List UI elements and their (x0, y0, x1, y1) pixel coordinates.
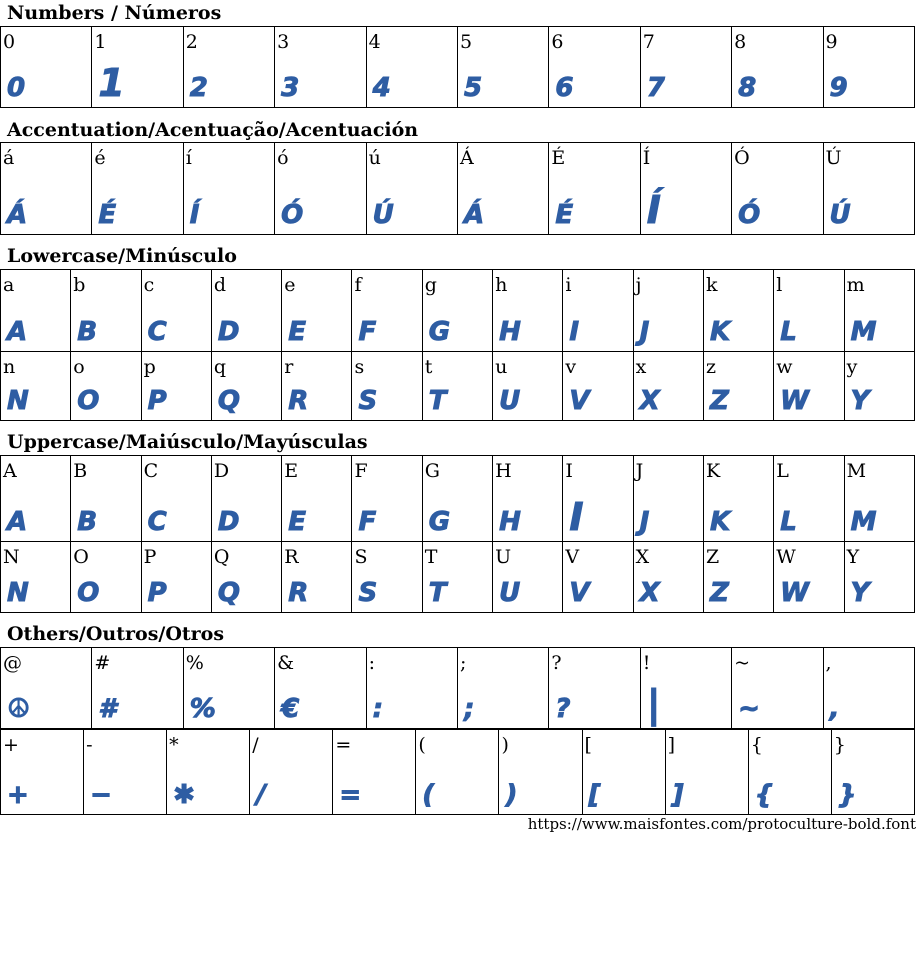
lowercase-cell (422, 270, 492, 352)
uppercase-glyph-sample: M (850, 507, 878, 537)
lowercase-char-label: s (354, 356, 365, 378)
accents-glyph-sample: Í (189, 200, 201, 230)
lowercase-char-label: d (213, 274, 227, 296)
numbers-cell (1, 27, 92, 108)
accents-char-label: Á (459, 147, 474, 169)
lowercase-char-label: t (424, 356, 433, 378)
uppercase-cell (422, 542, 492, 613)
accents-cell (732, 143, 823, 235)
lowercase-glyph-sample: B (77, 317, 99, 347)
numbers-grid (0, 26, 915, 108)
uppercase-cell (563, 456, 633, 542)
lowercase-cell (844, 270, 914, 352)
others-glyph-sample: / (256, 780, 267, 810)
lowercase-char-label: w (776, 356, 793, 378)
accents-char-label: á (3, 147, 15, 169)
uppercase-cell (493, 542, 563, 613)
uppercase-glyph-sample: T (428, 578, 448, 608)
lowercase-char-label: y (846, 356, 858, 378)
uppercase-glyph-sample: V (569, 578, 591, 608)
others-cell (499, 730, 582, 815)
others-cell (831, 730, 914, 815)
accents-cell (640, 143, 731, 235)
others-cell (549, 648, 640, 729)
uppercase-glyph-sample: W (780, 578, 810, 608)
others-cell (167, 730, 250, 815)
lowercase-char-label: b (73, 274, 86, 296)
numbers-glyph-sample: 7 (646, 73, 666, 103)
others-cell (183, 648, 274, 729)
accents-glyph-sample: Ú (372, 200, 395, 230)
uppercase-glyph-sample: D (217, 507, 241, 537)
others-cell (84, 730, 167, 815)
others-char-label: ? (551, 652, 562, 674)
lowercase-char-label: c (143, 274, 155, 296)
numbers-cell (92, 27, 183, 108)
uppercase-cell (774, 542, 844, 613)
others-cell (732, 648, 823, 729)
uppercase-char-label: D (213, 460, 230, 482)
uppercase-glyph-sample: Z (709, 578, 730, 608)
uppercase-char-label: E (284, 460, 299, 482)
others-char-label: ) (501, 734, 509, 756)
numbers-char-label: 2 (185, 31, 198, 53)
accents-char-label: Ú (825, 147, 842, 169)
accents-grid (0, 142, 915, 235)
numbers-glyph-sample: 6 (555, 73, 575, 103)
others-cell (1, 648, 92, 729)
lowercase-char-label: e (284, 274, 296, 296)
numbers-cell (275, 27, 366, 108)
others-char-label: / (252, 734, 259, 756)
uppercase-glyph-sample: L (780, 507, 798, 537)
accents-glyph-sample: Ó (281, 200, 305, 230)
accents-cell (275, 143, 366, 235)
numbers-char-label: 7 (642, 31, 655, 53)
lowercase-char-label: o (73, 356, 85, 378)
uppercase-char-label: Z (705, 546, 720, 568)
lowercase-cell (563, 270, 633, 352)
uppercase-glyph-sample: S (358, 578, 379, 608)
numbers-cell (183, 27, 274, 108)
accents-glyph-sample: Á (7, 200, 29, 230)
lowercase-char-label: j (635, 274, 642, 296)
uppercase-char-label: L (776, 460, 789, 482)
lowercase-cell (493, 270, 563, 352)
lowercase-char-label: u (495, 356, 508, 378)
lowercase-cell (844, 352, 914, 421)
numbers-cell (457, 27, 548, 108)
lowercase-glyph-sample: R (288, 386, 310, 416)
lowercase-title: Lowercase/Minúsculo (7, 245, 237, 267)
lowercase-cell (774, 270, 844, 352)
accents-cell (457, 143, 548, 235)
uppercase-cell (282, 542, 352, 613)
uppercase-cell (211, 456, 281, 542)
uppercase-glyph-sample: Y (850, 578, 871, 608)
lowercase-cell (141, 352, 211, 421)
lowercase-glyph-sample: G (428, 317, 452, 347)
accents-char-label: í (185, 147, 192, 169)
uppercase-glyph-sample: F (358, 507, 378, 537)
others-grid-1 (0, 647, 915, 729)
numbers-glyph-sample: 0 (7, 73, 27, 103)
lowercase-char-label: m (846, 274, 865, 296)
accents-title: Accentuation/Acentuação/Acentuación (7, 119, 419, 141)
accents-char-label: É (551, 147, 566, 169)
uppercase-glyph-sample: R (288, 578, 310, 608)
lowercase-glyph-sample: I (569, 317, 581, 347)
accents-cell (549, 143, 640, 235)
uppercase-char-label: N (3, 546, 20, 568)
others-char-label: [ (584, 734, 592, 756)
lowercase-char-label: f (354, 274, 362, 296)
others-glyph-sample: ✱ (173, 780, 196, 810)
uppercase-cell (71, 542, 141, 613)
numbers-cell (366, 27, 457, 108)
lowercase-char-label: v (565, 356, 577, 378)
uppercase-title: Uppercase/Maiúsculo/Mayúsculas (7, 431, 368, 453)
others-char-label: , (825, 652, 832, 674)
lowercase-grid (0, 269, 915, 421)
uppercase-glyph-sample: B (77, 507, 99, 537)
others-glyph-sample: : (372, 694, 384, 724)
accents-glyph-sample: É (555, 200, 575, 230)
uppercase-glyph-sample: J (639, 507, 651, 537)
lowercase-char-label: l (776, 274, 783, 296)
lowercase-char-label: k (705, 274, 718, 296)
others-cell (457, 648, 548, 729)
lowercase-cell (141, 270, 211, 352)
uppercase-cell (141, 456, 211, 542)
lowercase-cell (211, 270, 281, 352)
numbers-char-label: 5 (459, 31, 473, 53)
uppercase-cell (1, 542, 71, 613)
others-cell (333, 730, 416, 815)
numbers-char-label: 6 (551, 31, 564, 53)
lowercase-char-label: z (705, 356, 716, 378)
uppercase-cell (844, 542, 914, 613)
lowercase-cell (563, 352, 633, 421)
numbers-char-label: 0 (3, 31, 16, 53)
numbers-glyph-sample: 1 (98, 61, 126, 105)
accents-glyph-sample: Ó (738, 200, 762, 230)
others-cell (416, 730, 499, 815)
numbers-char-label: 4 (368, 31, 381, 53)
uppercase-glyph-sample: C (147, 507, 168, 537)
numbers-glyph-sample: 3 (281, 73, 301, 103)
lowercase-char-label: i (565, 274, 572, 296)
others-glyph-sample: ~ (738, 694, 761, 724)
others-cell (582, 730, 665, 815)
others-cell (250, 730, 333, 815)
uppercase-cell (71, 456, 141, 542)
others-glyph-sample: ) (505, 780, 519, 810)
accents-cell (823, 143, 914, 235)
others-glyph-sample: , (829, 694, 841, 724)
uppercase-char-label: U (495, 546, 512, 568)
others-char-label: ] (667, 734, 676, 756)
numbers-char-label: 8 (734, 31, 747, 53)
uppercase-char-label: A (3, 460, 17, 482)
others-char-label: : (368, 652, 375, 674)
uppercase-glyph-sample: A (7, 507, 29, 537)
numbers-char-label: 1 (94, 31, 107, 53)
uppercase-char-label: R (284, 546, 299, 568)
others-char-label: ! (642, 652, 651, 674)
others-char-label: ~ (734, 652, 751, 674)
uppercase-cell (563, 542, 633, 613)
uppercase-glyph-sample: U (499, 578, 522, 608)
others-glyph-sample: € (281, 694, 301, 724)
accents-char-label: ú (368, 147, 381, 169)
uppercase-char-label: C (143, 460, 159, 482)
lowercase-glyph-sample: Z (709, 386, 730, 416)
others-char-label: & (277, 652, 295, 674)
accents-char-label: Í (642, 147, 651, 169)
others-cell (366, 648, 457, 729)
lowercase-glyph-sample: V (569, 386, 591, 416)
uppercase-char-label: I (565, 460, 573, 482)
uppercase-char-label: F (354, 460, 368, 482)
lowercase-cell (1, 352, 71, 421)
others-glyph-sample: ☮ (7, 694, 32, 724)
lowercase-glyph-sample: J (639, 317, 651, 347)
uppercase-char-label: S (354, 546, 368, 568)
others-glyph-sample: ] (671, 780, 685, 810)
uppercase-glyph-sample: I (569, 495, 585, 539)
uppercase-char-label: V (565, 546, 580, 568)
others-cell (1, 730, 84, 815)
accents-char-label: ó (277, 147, 289, 169)
others-glyph-sample: | (646, 682, 662, 726)
others-char-label: * (169, 734, 179, 756)
uppercase-cell (422, 456, 492, 542)
uppercase-glyph-sample: Q (217, 578, 241, 608)
uppercase-glyph-sample: K (709, 507, 732, 537)
lowercase-glyph-sample: A (7, 317, 29, 347)
others-glyph-sample: % (189, 694, 217, 724)
lowercase-glyph-sample: E (288, 317, 307, 347)
uppercase-char-label: O (73, 546, 89, 568)
others-cell (665, 730, 748, 815)
uppercase-glyph-sample: E (288, 507, 307, 537)
numbers-char-label: 9 (825, 31, 838, 53)
uppercase-char-label: X (635, 546, 650, 568)
uppercase-char-label: B (73, 460, 88, 482)
uppercase-cell (352, 542, 422, 613)
uppercase-char-label: P (143, 546, 157, 568)
lowercase-glyph-sample: L (780, 317, 798, 347)
lowercase-char-label: n (3, 356, 16, 378)
uppercase-cell (633, 456, 703, 542)
lowercase-cell (493, 352, 563, 421)
lowercase-glyph-sample: D (217, 317, 241, 347)
lowercase-glyph-sample: P (147, 386, 168, 416)
lowercase-cell (352, 352, 422, 421)
others-cell (748, 730, 831, 815)
lowercase-char-label: g (424, 274, 437, 296)
others-glyph-sample: ? (555, 694, 572, 724)
lowercase-cell (71, 352, 141, 421)
lowercase-cell (774, 352, 844, 421)
lowercase-char-label: r (284, 356, 294, 378)
uppercase-char-label: W (776, 546, 796, 568)
others-cell (823, 648, 914, 729)
lowercase-char-label: h (495, 274, 508, 296)
lowercase-cell (633, 352, 703, 421)
others-char-label: { (750, 734, 763, 756)
numbers-glyph-sample: 2 (189, 73, 209, 103)
accents-glyph-sample: Í (646, 188, 662, 232)
uppercase-cell (703, 542, 773, 613)
others-char-label: } (833, 734, 846, 756)
lowercase-glyph-sample: K (709, 317, 732, 347)
uppercase-cell (493, 456, 563, 542)
others-glyph-sample: } (837, 780, 858, 810)
accents-char-label: Ó (734, 147, 750, 169)
lowercase-glyph-sample: F (358, 317, 378, 347)
lowercase-cell (422, 352, 492, 421)
lowercase-char-label: p (143, 356, 156, 378)
uppercase-char-label: H (495, 460, 512, 482)
lowercase-glyph-sample: W (780, 386, 810, 416)
numbers-title: Numbers / Números (7, 2, 222, 24)
lowercase-cell (211, 352, 281, 421)
uppercase-cell (141, 542, 211, 613)
uppercase-cell (352, 456, 422, 542)
uppercase-cell (211, 542, 281, 613)
lowercase-cell (282, 270, 352, 352)
others-char-label: @ (3, 652, 22, 674)
uppercase-cell (1, 456, 71, 542)
uppercase-cell (844, 456, 914, 542)
accents-glyph-sample: Ú (829, 200, 852, 230)
numbers-char-label: 3 (277, 31, 290, 53)
uppercase-glyph-sample: H (499, 507, 522, 537)
others-grid-2 (0, 729, 915, 815)
uppercase-glyph-sample: N (7, 578, 30, 608)
lowercase-cell (1, 270, 71, 352)
accents-cell (366, 143, 457, 235)
lowercase-cell (282, 352, 352, 421)
lowercase-glyph-sample: N (7, 386, 30, 416)
uppercase-glyph-sample: G (428, 507, 452, 537)
uppercase-char-label: G (424, 460, 440, 482)
lowercase-glyph-sample: S (358, 386, 379, 416)
lowercase-glyph-sample: U (499, 386, 522, 416)
others-char-label: ( (418, 734, 426, 756)
source-url[interactable]: https://www.maisfontes.com/protoculture-bold.font (527, 815, 916, 833)
uppercase-cell (633, 542, 703, 613)
lowercase-cell (703, 270, 773, 352)
lowercase-glyph-sample: X (639, 386, 661, 416)
numbers-glyph-sample: 9 (829, 73, 849, 103)
lowercase-cell (352, 270, 422, 352)
uppercase-char-label: M (846, 460, 867, 482)
others-glyph-sample: = (339, 780, 363, 810)
numbers-cell (823, 27, 914, 108)
lowercase-char-label: a (3, 274, 15, 296)
others-char-label: ; (459, 652, 467, 674)
uppercase-char-label: J (635, 460, 644, 482)
numbers-cell (640, 27, 731, 108)
others-char-label: + (3, 734, 19, 756)
others-glyph-sample: ( (422, 780, 436, 810)
others-glyph-sample: [ (588, 780, 602, 810)
others-glyph-sample: # (98, 694, 118, 724)
uppercase-glyph-sample: P (147, 578, 168, 608)
others-char-label: - (86, 734, 93, 756)
accents-cell (183, 143, 274, 235)
lowercase-char-label: x (635, 356, 647, 378)
uppercase-cell (703, 456, 773, 542)
others-char-label: = (335, 734, 352, 756)
uppercase-glyph-sample: X (639, 578, 661, 608)
lowercase-glyph-sample: T (428, 386, 448, 416)
lowercase-glyph-sample: Y (850, 386, 871, 416)
lowercase-char-label: q (213, 356, 227, 378)
others-char-label: % (185, 652, 204, 674)
lowercase-glyph-sample: M (850, 317, 878, 347)
numbers-glyph-sample: 4 (372, 73, 392, 103)
lowercase-cell (633, 270, 703, 352)
uppercase-glyph-sample: O (77, 578, 101, 608)
lowercase-cell (703, 352, 773, 421)
others-title: Others/Outros/Otros (7, 623, 225, 645)
lowercase-glyph-sample: Q (217, 386, 241, 416)
numbers-glyph-sample: 8 (738, 73, 758, 103)
uppercase-cell (774, 456, 844, 542)
uppercase-grid (0, 455, 915, 613)
others-glyph-sample: − (90, 780, 113, 810)
uppercase-cell (282, 456, 352, 542)
lowercase-glyph-sample: O (77, 386, 101, 416)
uppercase-char-label: T (424, 546, 438, 568)
accents-cell (1, 143, 92, 235)
accents-cell (92, 143, 183, 235)
others-glyph-sample: + (7, 780, 30, 810)
lowercase-glyph-sample: C (147, 317, 168, 347)
numbers-glyph-sample: 5 (463, 73, 484, 103)
others-glyph-sample: ; (463, 694, 476, 724)
accents-glyph-sample: É (98, 200, 118, 230)
others-cell (640, 648, 731, 729)
numbers-cell (732, 27, 823, 108)
others-glyph-sample: { (754, 780, 775, 810)
uppercase-char-label: Y (846, 546, 860, 568)
others-cell (275, 648, 366, 729)
others-cell (92, 648, 183, 729)
accents-char-label: é (94, 147, 106, 169)
lowercase-cell (71, 270, 141, 352)
accents-glyph-sample: Á (463, 200, 486, 230)
others-char-label: # (94, 652, 111, 674)
uppercase-char-label: Q (213, 546, 230, 568)
uppercase-char-label: K (705, 460, 721, 482)
lowercase-glyph-sample: H (499, 317, 522, 347)
numbers-cell (549, 27, 640, 108)
